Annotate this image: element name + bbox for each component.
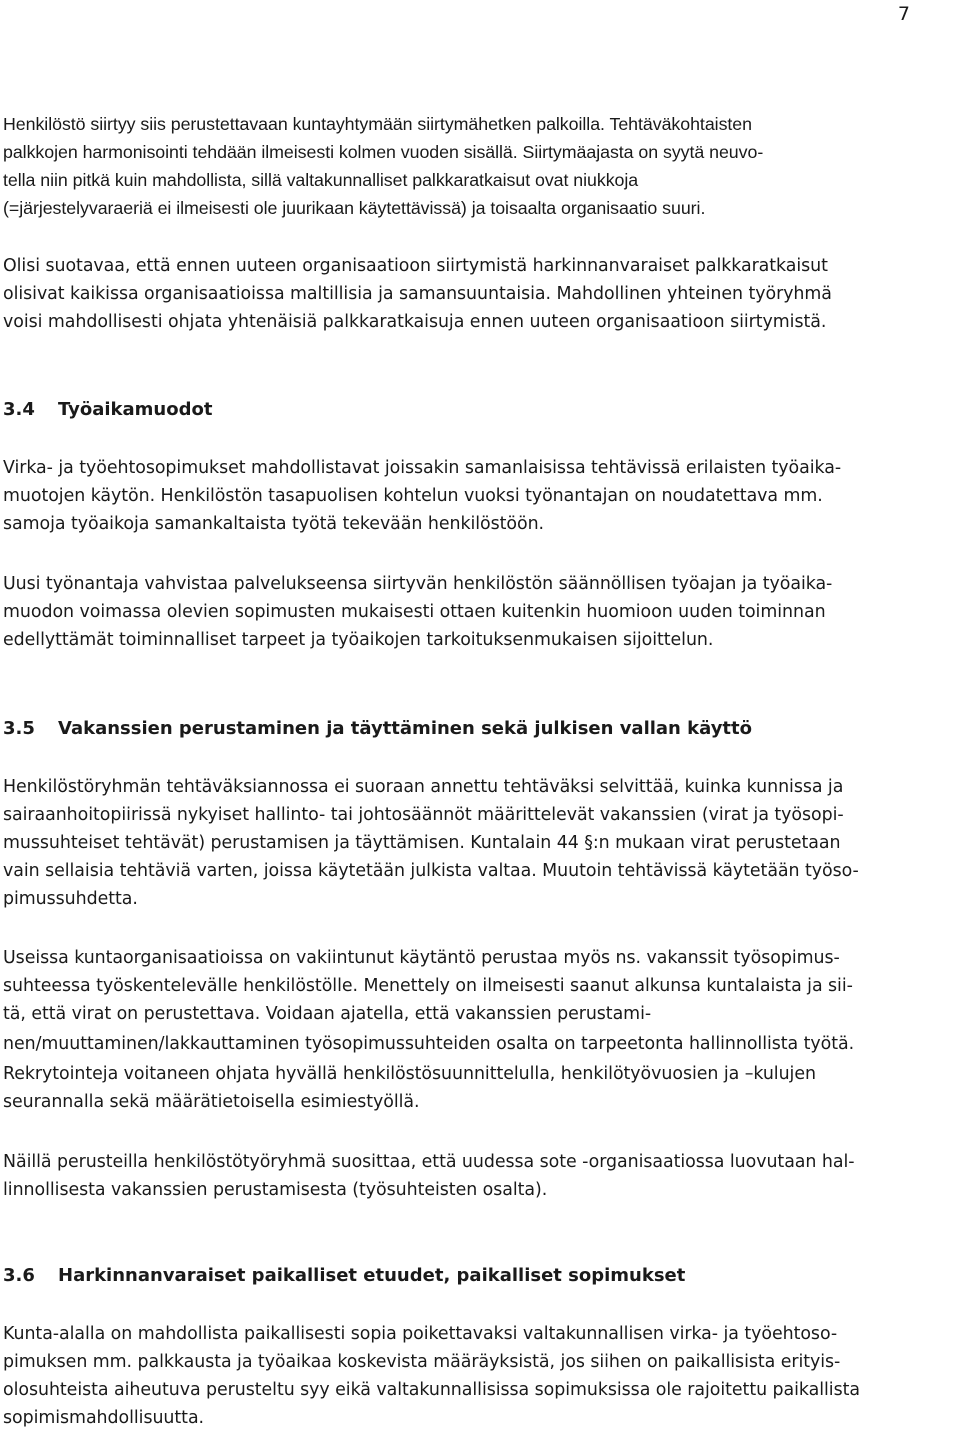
- page-number: 7: [897, 3, 910, 25]
- paragraph-line: muodon voimassa olevien sopimusten mukaisesti ottaen kuitenkin huomioon uuden toiminnan: [3, 602, 826, 622]
- paragraph-line: vain sellaisia tehtäviä varten, joissa käytetään julkista valtaa. Muutoin tehtävissä käytetään työso-: [3, 861, 859, 881]
- paragraph-line: olisivat kaikissa organisaatioissa maltillisia ja samansuuntaisia. Mahdollinen yhteinen työryhmä: [3, 284, 832, 304]
- section-heading-3-6: [3, 1262, 685, 1290]
- paragraph-line: Henkilöstöryhmän tehtäväksiannossa ei suoraan annettu tehtäväksi selvittää, kuinka kunnissa ja: [3, 777, 844, 797]
- paragraph-line: tella niin pitkä kuin mahdollista, sillä valtakunnalliset palkkaratkaisut ovat niukkoja: [3, 170, 639, 190]
- paragraph-line: pimussuhdetta.: [3, 889, 138, 909]
- section-number: 3.5: [3, 718, 35, 739]
- section-heading-3-4: [3, 396, 212, 424]
- paragraph-line: Uusi työnantaja vahvistaa palvelukseensa siirtyvän henkilöstön säännöllisen työajan ja työaika-: [3, 574, 833, 594]
- paragraph-line: palkkojen harmonisointi tehdään ilmeisesti kolmen vuoden sisällä. Siirtymäajasta on syytä neuvo-: [3, 142, 764, 162]
- paragraph-line: (=järjestelyvaraeriä ei ilmeisesti ole juurikaan käytettävissä) ja toisaalta organisaatio suuri.: [3, 198, 706, 218]
- paragraph-line: Henkilöstö siirtyy siis perustettavaan kuntayhtymään siirtymähetken palkoilla. Tehtäväkohtaisten: [3, 114, 752, 134]
- paragraph-line: Useissa kuntaorganisaatioissa on vakiintunut käytäntö perustaa myös ns. vakanssit työsopimus-: [3, 948, 840, 968]
- paragraph-line: Olisi suotavaa, että ennen uuteen organisaatioon siirtymistä harkinnanvaraiset palkkaratkaisut: [3, 256, 828, 276]
- paragraph-line: seurannalla sekä määrätietoisella esimiestyöllä.: [3, 1092, 420, 1112]
- paragraph-line: nen/muuttaminen/lakkauttaminen työsopimussuhteiden osalta on tarpeetonta hallinnollista työtä.: [3, 1034, 855, 1054]
- paragraph-line: Virka- ja työehtosopimukset mahdollistavat joissakin samanlaisissa tehtävissä erilaisten työaika-: [3, 458, 842, 478]
- paragraph-line: olosuhteista aiheutuva perusteltu syy eikä valtakunnallisissa sopimuksissa ole rajoitettu paikallista: [3, 1380, 860, 1400]
- paragraph-line: suhteessa työskentelevälle henkilöstölle. Menettely on ilmeisesti saanut alkunsa kuntalaista ja sii-: [3, 976, 853, 996]
- section-number: 3.4: [3, 399, 35, 420]
- paragraph-line: Näillä perusteilla henkilöstötyöryhmä suosittaa, että uudessa sote -organisaatiossa luovutaan hal-: [3, 1152, 855, 1172]
- paragraph-line: samoja työaikoja samankaltaista työtä tekevään henkilöstöön.: [3, 514, 545, 534]
- paragraph-line: voisi mahdollisesti ohjata yhtenäisiä palkkaratkaisuja ennen uuteen organisaatioon siirtymistä.: [3, 312, 827, 332]
- section-heading-3-5: [3, 715, 752, 743]
- section-title: Harkinnanvaraiset paikalliset etuudet, paikalliset sopimukset: [58, 1265, 686, 1286]
- paragraph-line: Kunta-alalla on mahdollista paikallisesti sopia poikettavaksi valtakunnallisen virka- ja työehtoso-: [3, 1324, 838, 1344]
- paragraph-line: muotojen käytön. Henkilöstön tasapuolisen kohtelun vuoksi työnantajan on noudatettava mm.: [3, 486, 823, 506]
- section-number: 3.6: [3, 1265, 35, 1286]
- paragraph-line: mussuhteiset tehtävät) perustamisen ja täyttämisen. Kuntalain 44 §:n mukaan virat perustetaan: [3, 833, 841, 853]
- paragraph-line: pimuksen mm. palkkausta ja työaikaa koskevista määräyksistä, jos siihen on paikallisista erityis-: [3, 1352, 841, 1372]
- paragraph-line: tä, että virat on perustettava. Voidaan ajatella, että vakanssien perustami-: [3, 1004, 652, 1024]
- paragraph-line: linnollisesta vakanssien perustamisesta (työsuhteisten osalta).: [3, 1180, 548, 1200]
- paragraph-line: edellyttämät toiminnalliset tarpeet ja työaikojen tarkoituksenmukaisen sijoittelun.: [3, 630, 714, 650]
- section-title: Vakanssien perustaminen ja täyttäminen sekä julkisen vallan käyttö: [58, 718, 753, 739]
- paragraph-line: sopimismahdollisuutta.: [3, 1408, 205, 1428]
- paragraph-line: sairaanhoitopiirissä nykyiset hallinto- tai johtosäännöt määrittelevät vakanssien (virat ja työsopi-: [3, 805, 844, 825]
- section-title: Työaikamuodot: [58, 399, 213, 420]
- paragraph-line: Rekrytointeja voitaneen ohjata hyvällä henkilöstösuunnittelulla, henkilötyövuosien ja –kulujen: [3, 1064, 816, 1084]
